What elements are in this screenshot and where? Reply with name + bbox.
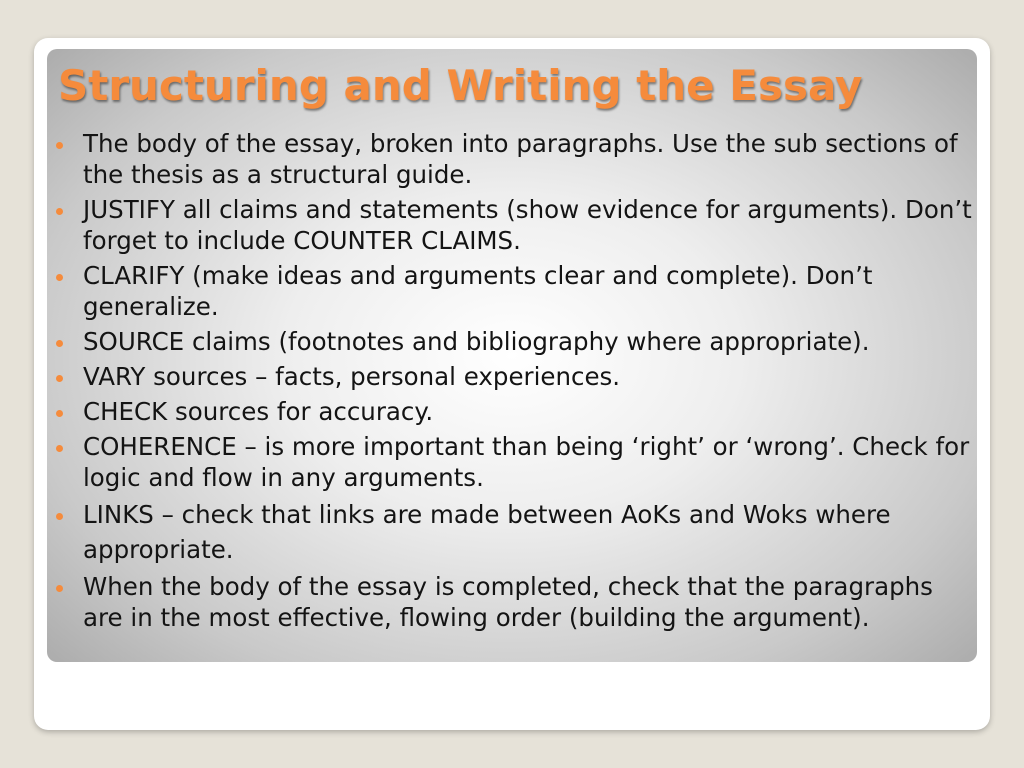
bullet-text: CHECK sources for accuracy.	[83, 397, 434, 426]
bullet-text: JUSTIFY all claims and statements (show evidence for arguments). Don’t forget to include COUNTER CLAIMS.	[83, 195, 972, 255]
bullet-text: COHERENCE – is more important than being ‘right’ or ‘wrong’. Check for logic and flow in any arguments.	[83, 432, 970, 492]
bullet-dot-icon	[56, 445, 63, 452]
bullet-item	[52, 194, 977, 256]
bullet-text: SOURCE claims (footnotes and bibliography where appropriate).	[83, 327, 870, 356]
bullet-dot-icon	[56, 410, 63, 417]
bullet-dot-icon	[56, 208, 63, 215]
bullet-item	[52, 571, 977, 633]
bullet-dot-icon	[56, 375, 63, 382]
bullet-item	[52, 128, 977, 190]
bullet-text: When the body of the essay is completed, check that the paragraphs are in the most effective, flowing order (building the argument).	[83, 572, 933, 632]
bullet-dot-icon	[56, 513, 63, 520]
bullet-item	[52, 326, 977, 357]
bullet-item	[52, 396, 977, 427]
bullet-dot-icon	[56, 585, 63, 592]
bullet-text: The body of the essay, broken into paragraphs. Use the sub sections of the thesis as a structural guide.	[83, 129, 958, 189]
bullet-item	[52, 260, 977, 322]
bullet-item	[52, 497, 977, 567]
bullet-dot-icon	[56, 340, 63, 347]
bullet-text: LINKS – check that links are made between AoKs and Woks where appropriate.	[83, 500, 891, 564]
bullet-item	[52, 361, 977, 392]
bullet-dot-icon	[56, 142, 63, 149]
bullet-list	[52, 128, 977, 637]
bullet-text: VARY sources – facts, personal experiences.	[83, 362, 621, 391]
bullet-text: CLARIFY (make ideas and arguments clear and complete). Don’t generalize.	[83, 261, 873, 321]
bullet-dot-icon	[56, 274, 63, 281]
bullet-item	[52, 431, 977, 493]
slide-title: Structuring and Writing the Essay	[58, 61, 863, 110]
